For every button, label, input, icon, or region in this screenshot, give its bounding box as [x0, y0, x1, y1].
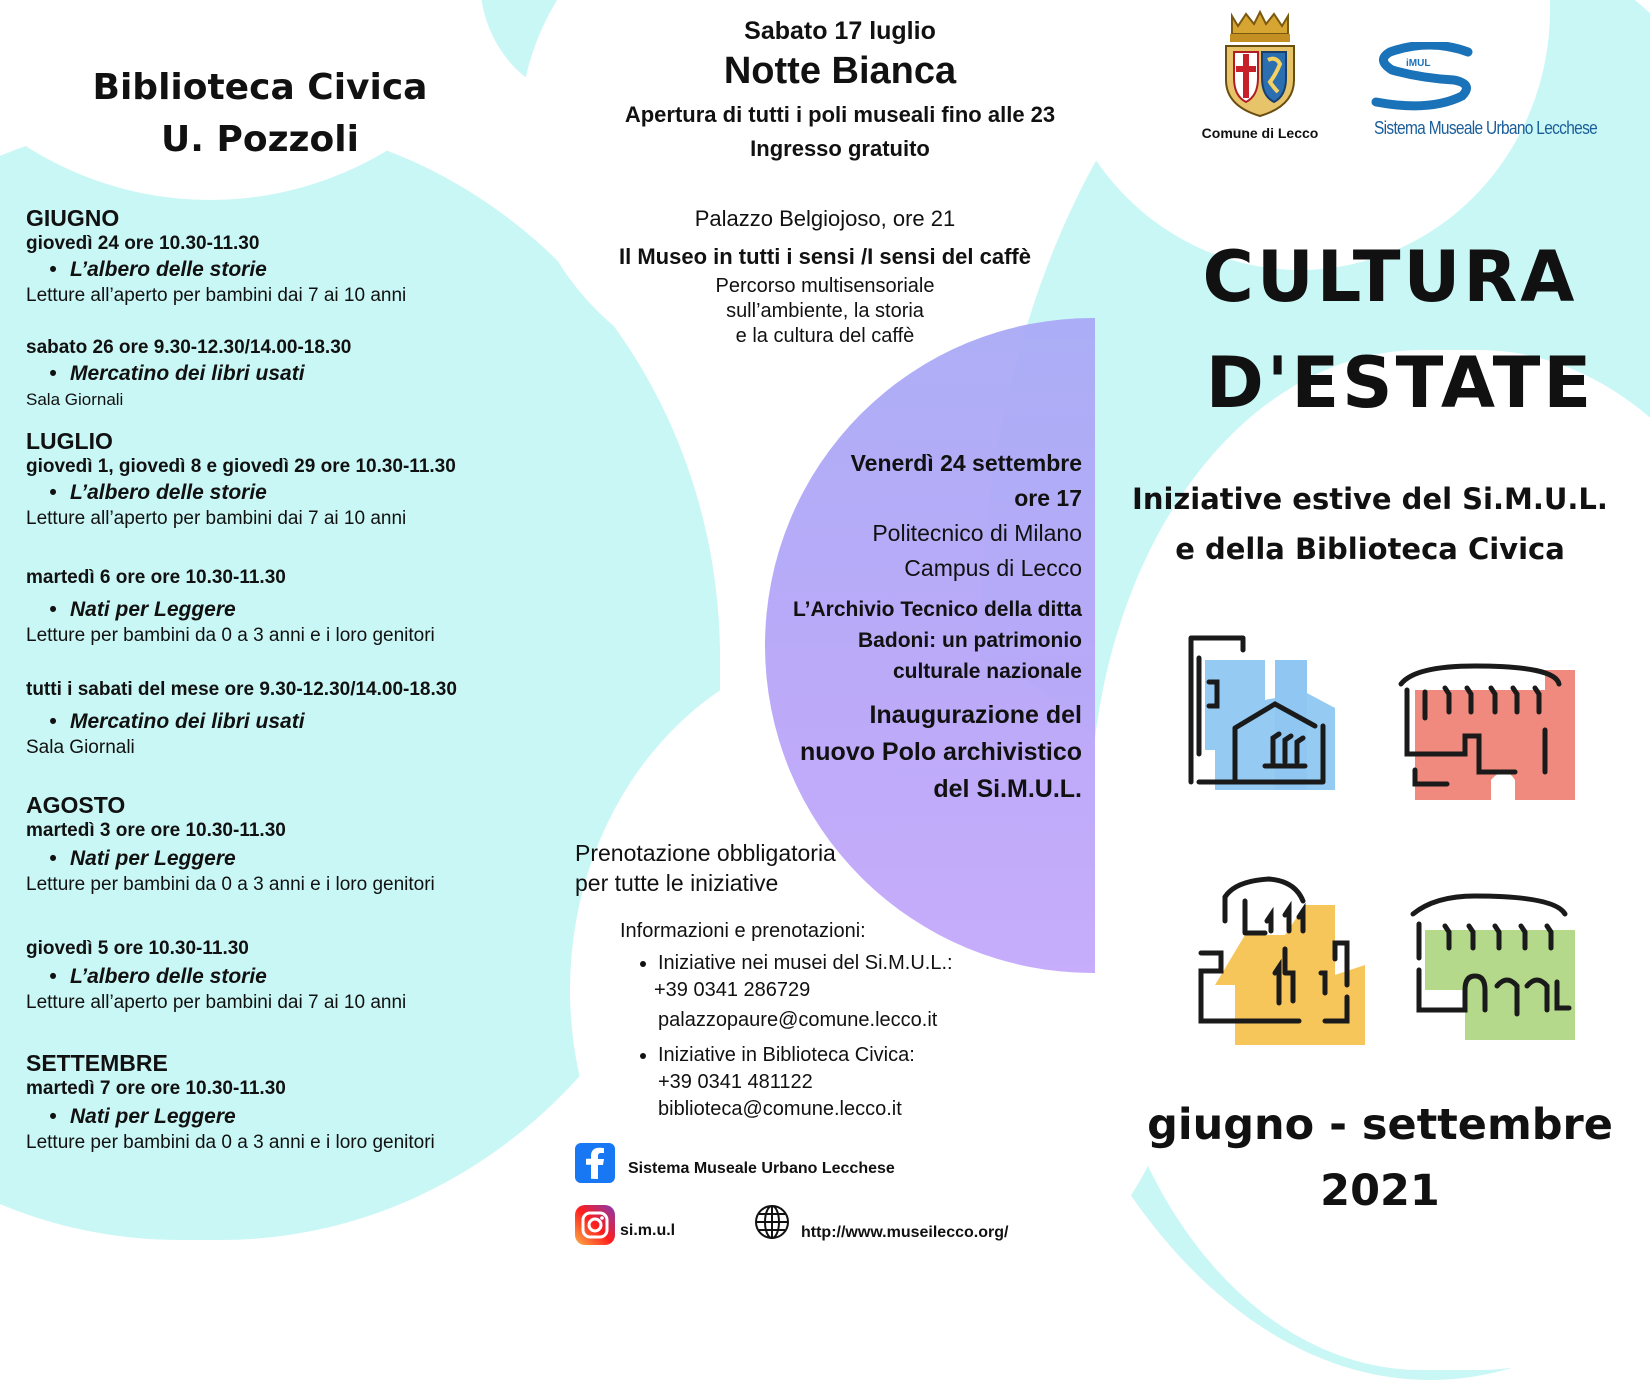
event-title: • L’albero delle storie: [26, 964, 546, 990]
notte-bianca-block: [580, 14, 1100, 166]
facebook-label[interactable]: Sistema Museale Urbano Lecchese: [628, 1160, 895, 1177]
instagram-icon[interactable]: [575, 1205, 615, 1245]
event-title: • Mercatino dei libri usati: [26, 709, 546, 735]
event-date: martedì 7 ore ore 10.30-11.30: [26, 1078, 286, 1099]
info-email[interactable]: biblioteca@comune.lecco.it: [658, 1098, 902, 1120]
palazzo-desc1: Percorso multisensoriale: [715, 275, 935, 297]
sept-place1: Politecnico di Milano: [872, 520, 1082, 546]
event-desc: Letture all’aperto per bambini dai 7 ai 10 anni: [26, 285, 407, 306]
library-title-line2: U. Pozzoli: [161, 119, 359, 160]
period-months: giugno - settembre: [1147, 1100, 1613, 1150]
month-label: SETTEMBRE: [26, 1050, 168, 1076]
event-date: giovedì 1, giovedì 8 e giovedì 29 ore 10.30-11.30: [26, 456, 456, 477]
notte-line2: Ingresso gratuito: [750, 136, 930, 161]
palazzo-place: Palazzo Belgiojoso, ore 21: [694, 206, 956, 231]
month-luglio: [26, 428, 546, 532]
simul-logo: [1370, 42, 1610, 142]
sept-title1: L’Archivio Tecnico della ditta: [792, 598, 1082, 621]
main-title-line1: CULTURA: [1202, 236, 1578, 318]
library-title-line1: Biblioteca Civica: [92, 67, 428, 108]
website-link[interactable]: http://www.museilecco.org/: [801, 1224, 1009, 1241]
event-giugno-26: [26, 335, 546, 413]
event-luglio-sabati: [26, 677, 546, 761]
booking-note: [575, 838, 935, 898]
sept-inaug2: nuovo Polo archivistico: [800, 738, 1082, 766]
month-settembre: [26, 1050, 546, 1156]
event-date: martedì 3 ore ore 10.30-11.30: [26, 820, 286, 841]
event-date: martedì 6 ore ore 10.30-11.30: [26, 567, 286, 588]
event-desc: Sala Giornali: [26, 390, 124, 409]
month-label: GIUGNO: [26, 205, 120, 231]
event-desc: Letture per bambini da 0 a 3 anni e i loro genitori: [26, 625, 435, 646]
main-title: [1140, 224, 1640, 436]
facebook-icon[interactable]: [575, 1143, 615, 1183]
sept-place2: Campus di Lecco: [904, 555, 1082, 581]
event-title: • Nati per Leggere: [26, 1104, 546, 1130]
info-label: • Iniziative in Biblioteca Civica:: [658, 1044, 915, 1066]
instagram-label[interactable]: si.m.u.l: [620, 1222, 676, 1239]
booking-line1: Prenotazione obbligatoria: [575, 840, 836, 866]
globe-icon[interactable]: [752, 1202, 792, 1242]
booking-line2: per tutte le iniziative: [575, 870, 779, 896]
coat-of-arms-icon: [1218, 8, 1302, 118]
palazzo-desc3: e la cultura del caffè: [735, 325, 915, 347]
event-agosto-5: [26, 936, 546, 1016]
info-item-biblioteca: [658, 1042, 1040, 1123]
event-luglio-6: [26, 565, 546, 649]
notte-title: Notte Bianca: [723, 50, 957, 92]
month-label: AGOSTO: [26, 792, 126, 818]
info-label: • Iniziative nei musei del Si.M.U.L.:: [658, 952, 953, 974]
building-yellow-icon: [1175, 875, 1385, 1055]
event-date: giovedì 24 ore 10.30-11.30: [26, 233, 260, 254]
simul-s-logo-icon: [1370, 42, 1480, 112]
event-desc: Letture per bambini da 0 a 3 anni e i loro genitori: [26, 874, 435, 895]
sept-date1: Venerdì 24 settembre: [850, 450, 1082, 476]
event-title: • L’albero delle storie: [26, 257, 546, 283]
sept-date2: ore 17: [1014, 485, 1082, 511]
notte-line1: Apertura di tutti i poli museali fino alle 23: [624, 102, 1056, 127]
event-date: giovedì 5 ore 10.30-11.30: [26, 938, 249, 959]
info-item-musei: [654, 950, 1040, 1034]
event-title: • Nati per Leggere: [26, 597, 546, 623]
sept-inaug1: Inaugurazione del: [869, 701, 1082, 729]
period-year: 2021: [1320, 1166, 1440, 1216]
sept-title3: culturale nazionale: [892, 660, 1082, 683]
comune-logo: [1185, 8, 1335, 141]
event-desc: Letture all’aperto per bambini dai 7 ai 10 anni: [26, 508, 407, 529]
library-title: [80, 62, 440, 166]
info-phone[interactable]: +39 0341 286729: [654, 979, 811, 1001]
simul-small-label: iMUL: [1406, 58, 1431, 69]
subtitle-line1: Iniziative estive del Si.M.U.L.: [1132, 482, 1608, 516]
event-title: • L’albero delle storie: [26, 480, 546, 506]
info-email[interactable]: palazzopaure@comune.lecco.it: [658, 1009, 938, 1031]
simul-label: Sistema Museale Urbano Lecchese: [1374, 118, 1598, 138]
event-date: sabato 26 ore 9.30-12.30/14.00-18.30: [26, 337, 352, 358]
event-desc: Sala Giornali: [26, 737, 135, 758]
sept-inaug3: del Si.M.U.L.: [933, 775, 1082, 803]
september-event-block: [700, 446, 1082, 808]
info-title: Informazioni e prenotazioni:: [620, 920, 866, 942]
palazzo-block: [575, 204, 1075, 349]
subtitle: [1110, 474, 1630, 574]
subtitle-line2: e della Biblioteca Civica: [1175, 532, 1565, 566]
event-date: tutti i sabati del mese ore 9.30-12.30/14.00-18.30: [26, 679, 457, 700]
building-green-icon: [1405, 890, 1605, 1060]
sept-title2: Badoni: un patrimonio: [858, 629, 1082, 652]
month-label: LUGLIO: [26, 428, 113, 454]
month-agosto: [26, 792, 546, 898]
period: [1140, 1092, 1620, 1224]
event-desc: Letture all’aperto per bambini dai 7 ai 10 anni: [26, 992, 407, 1013]
building-red-icon: [1395, 660, 1595, 820]
palazzo-title: Il Museo in tutti i sensi /I sensi del caffè: [619, 244, 1031, 269]
event-title: • Nati per Leggere: [26, 846, 546, 872]
info-phone[interactable]: +39 0341 481122: [658, 1071, 813, 1093]
notte-date: Sabato 17 luglio: [744, 17, 936, 45]
event-title: • Mercatino dei libri usati: [26, 361, 546, 387]
main-title-line2: D'ESTATE: [1205, 342, 1595, 424]
comune-label: Comune di Lecco: [1201, 125, 1319, 141]
event-desc: Letture per bambini da 0 a 3 anni e i loro genitori: [26, 1132, 435, 1153]
info-block: [620, 916, 1040, 1129]
month-giugno: [26, 205, 546, 309]
palazzo-desc2: sull’ambiente, la storia: [726, 300, 924, 322]
building-blue-icon: [1175, 630, 1365, 810]
